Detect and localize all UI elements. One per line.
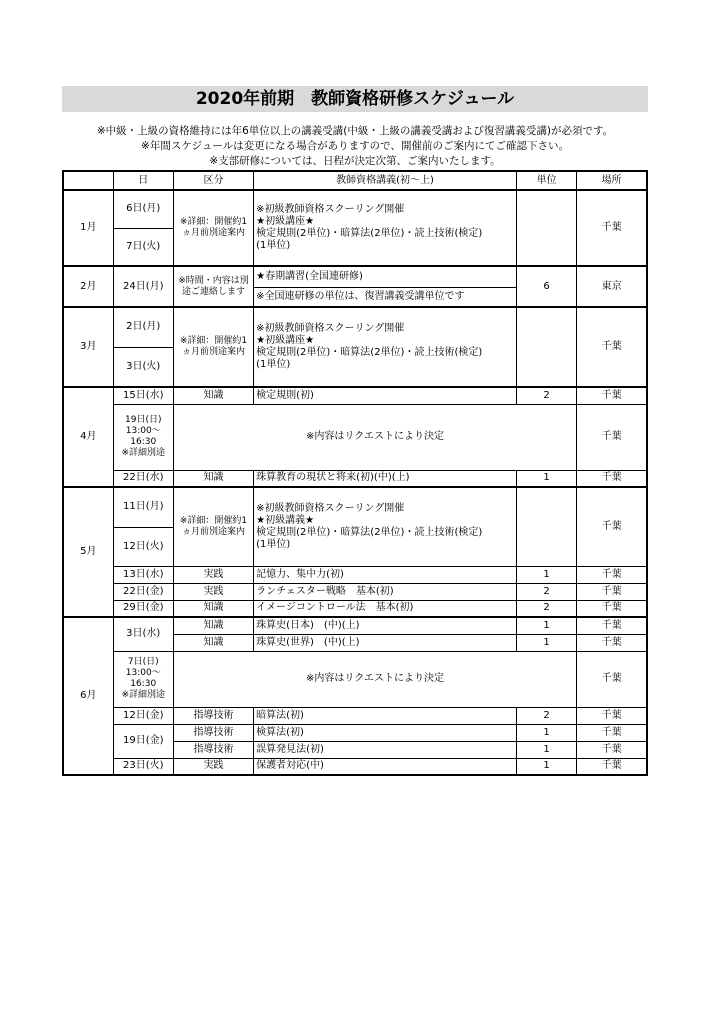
- course-line: (1単位): [256, 240, 291, 251]
- place-cell: 千葉: [577, 758, 647, 775]
- day-line: ※詳細別途: [121, 448, 166, 458]
- place-cell: 千葉: [577, 741, 647, 758]
- day-cell: 3日(火): [113, 347, 173, 387]
- category-cell: 指導技術: [173, 724, 253, 741]
- category-cell: 指導技術: [173, 707, 253, 724]
- day-line: 13:00～: [125, 426, 161, 436]
- units-cell: 1: [517, 741, 577, 758]
- table-row: [63, 387, 647, 404]
- header-course: 教師資格講義(初～上): [254, 171, 517, 190]
- table-row: [63, 487, 647, 527]
- day-cell: 2日(月): [113, 307, 173, 347]
- course-cell: [254, 190, 517, 266]
- month-cell: 5月: [63, 487, 113, 617]
- day-line: 16:30: [130, 679, 157, 689]
- units-cell: 2: [517, 600, 577, 617]
- course-line: 検定規則(2単位)・暗算法(2単位)・読上技術(検定): [256, 228, 483, 239]
- day-cell: 3日(水): [113, 617, 173, 651]
- course-line: ★初級講座★: [256, 216, 315, 227]
- request-cell: ※内容はリクエストにより決定: [173, 651, 576, 707]
- course-line: 検定規則(2単位)・暗算法(2単位)・読上技術(検定): [256, 526, 483, 538]
- month-cell: 1月: [63, 190, 113, 266]
- month-cell: 2月: [63, 266, 113, 307]
- table-row: [63, 707, 647, 724]
- place-cell: 千葉: [577, 307, 647, 387]
- day-cell: 29日(金): [113, 600, 173, 617]
- note-branch: ※支部研修については、日程が決定次第、ご案内いたします。: [209, 155, 501, 167]
- day-cell: [113, 404, 173, 470]
- header-day: 日: [113, 171, 173, 190]
- day-cell: 15日(水): [113, 387, 173, 404]
- place-cell: 千葉: [577, 487, 647, 566]
- course-cell: 保護者対応(中): [254, 758, 517, 775]
- header-units: 単位: [517, 171, 577, 190]
- day-cell: 24日(月): [113, 266, 173, 307]
- table-row: [63, 470, 647, 487]
- units-cell: 1: [517, 634, 577, 651]
- place-cell: 千葉: [577, 583, 647, 600]
- course-cell: 誤算発見法(初): [254, 741, 517, 758]
- category-cell: 知識: [173, 600, 253, 617]
- category-cell: 知識: [173, 617, 253, 634]
- units-cell: 6: [517, 266, 577, 307]
- course-line: ★初級講座★: [256, 335, 315, 346]
- category-cell: ※詳細：開催約1ヵ月前別途案内: [173, 307, 253, 387]
- day-cell: 12日(金): [113, 707, 173, 724]
- day-line: ※詳細別途: [121, 690, 166, 700]
- day-cell: 13日(水): [113, 566, 173, 583]
- note-schedule-change: ※年間スケジュールは変更になる場合がありますので、開催前のご案内にてご確認下さい。: [141, 140, 569, 152]
- place-cell: 千葉: [577, 566, 647, 583]
- day-line: 13:00～: [125, 668, 161, 678]
- day-cell: 19日(金): [113, 724, 173, 758]
- category-cell: ※詳細：開催約1ヵ月前別途案内: [173, 190, 253, 266]
- place-cell: 千葉: [577, 470, 647, 487]
- table-row: [63, 617, 647, 634]
- units-cell: 1: [517, 566, 577, 583]
- course-cell: 珠算史(日本) (中)(上): [254, 617, 517, 634]
- table-row: [63, 758, 647, 775]
- place-cell: 千葉: [577, 724, 647, 741]
- course-cell: 珠算教育の現状と将来(初)(中)(上): [254, 470, 517, 487]
- category-cell: 指導技術: [173, 741, 253, 758]
- category-cell: 知識: [173, 387, 253, 404]
- units-cell: 1: [517, 724, 577, 741]
- page-title: 2020年前期 教師資格研修スケジュール: [62, 86, 648, 112]
- day-line: 19日(日): [125, 415, 162, 425]
- course-cell: 珠算史(世界) (中)(上): [254, 634, 517, 651]
- course-cell: イメージコントロール法 基本(初): [254, 600, 517, 617]
- course-line: 検定規則(2単位)・暗算法(2単位)・読上技術(検定): [256, 347, 483, 358]
- units-cell: 1: [517, 758, 577, 775]
- table-row: [63, 724, 647, 741]
- place-cell: 千葉: [577, 707, 647, 724]
- day-cell: 22日(金): [113, 583, 173, 600]
- category-cell: 知識: [173, 470, 253, 487]
- course-cell: 暗算法(初): [254, 707, 517, 724]
- place-cell: 千葉: [577, 387, 647, 404]
- place-cell: 千葉: [577, 634, 647, 651]
- note-units: ※中級・上級の資格維持には年6単位以上の講義受講(中級・上級の講義受講および復習講義受講)が必須です。: [96, 125, 614, 137]
- table-row: [63, 651, 647, 707]
- request-cell: ※内容はリクエストにより決定: [173, 404, 576, 470]
- course-line: ★初級講義★: [256, 514, 315, 526]
- course-cell: ランチェスター戦略 基本(初): [254, 583, 517, 600]
- table-row: [63, 266, 647, 287]
- month-cell: 3月: [63, 307, 113, 387]
- units-cell: 1: [517, 470, 577, 487]
- category-cell: ※時間・内容は別途ご連絡します: [173, 266, 253, 307]
- place-cell: 千葉: [577, 617, 647, 634]
- day-cell: 12日(火): [113, 527, 173, 566]
- course-cell: ★春期講習(全国連研修): [254, 266, 517, 287]
- month-cell: 6月: [63, 617, 113, 775]
- units-cell: 2: [517, 387, 577, 404]
- units-cell: [517, 190, 577, 266]
- day-cell: 7日(火): [113, 228, 173, 266]
- course-line: ※初級教師資格スクーリング開催: [256, 204, 405, 215]
- course-line: ※初級教師資格スクーリング開催: [256, 323, 405, 334]
- place-cell: 千葉: [577, 651, 647, 707]
- course-cell: [254, 307, 517, 387]
- units-cell: [517, 307, 577, 387]
- table-header: [63, 171, 647, 190]
- course-line: (1単位): [256, 359, 291, 370]
- category-cell: 実践: [173, 583, 253, 600]
- course-cell: 記憶力、集中力(初): [254, 566, 517, 583]
- course-line: ※初級教師資格スクーリング開催: [256, 502, 405, 514]
- units-cell: 1: [517, 617, 577, 634]
- category-cell: 知識: [173, 634, 253, 651]
- course-cell: 検定規則(初): [254, 387, 517, 404]
- place-cell: 千葉: [577, 404, 647, 470]
- table-row: [63, 566, 647, 583]
- schedule-table: [62, 170, 648, 776]
- category-cell: ※詳細：開催約1ヵ月前別途案内: [173, 487, 253, 566]
- table-row: [63, 404, 647, 470]
- course-cell: ※全国連研修の単位は、復習講義受講単位です: [254, 287, 517, 307]
- table-row: [63, 583, 647, 600]
- day-cell: 6日(月): [113, 190, 173, 228]
- header-month: [63, 171, 113, 190]
- day-cell: 23日(火): [113, 758, 173, 775]
- units-cell: 2: [517, 583, 577, 600]
- day-cell: [113, 651, 173, 707]
- day-line: 16:30: [130, 437, 157, 447]
- month-cell: 4月: [63, 387, 113, 487]
- place-cell: 東京: [577, 266, 647, 307]
- table-row: [63, 190, 647, 228]
- day-cell: 11日(月): [113, 487, 173, 527]
- course-cell: [254, 487, 517, 566]
- place-cell: 千葉: [577, 190, 647, 266]
- units-cell: [517, 487, 577, 566]
- header-place: 場所: [577, 171, 647, 190]
- day-cell: 22日(水): [113, 470, 173, 487]
- category-cell: 実践: [173, 566, 253, 583]
- place-cell: 千葉: [577, 600, 647, 617]
- units-cell: 2: [517, 707, 577, 724]
- category-cell: 実践: [173, 758, 253, 775]
- course-cell: 検算法(初): [254, 724, 517, 741]
- day-line: 7日(日): [127, 657, 159, 667]
- notes: [62, 124, 648, 169]
- table-row: [63, 600, 647, 617]
- header-category: 区分: [173, 171, 253, 190]
- course-line: (1単位): [256, 538, 291, 550]
- table-row: [63, 307, 647, 347]
